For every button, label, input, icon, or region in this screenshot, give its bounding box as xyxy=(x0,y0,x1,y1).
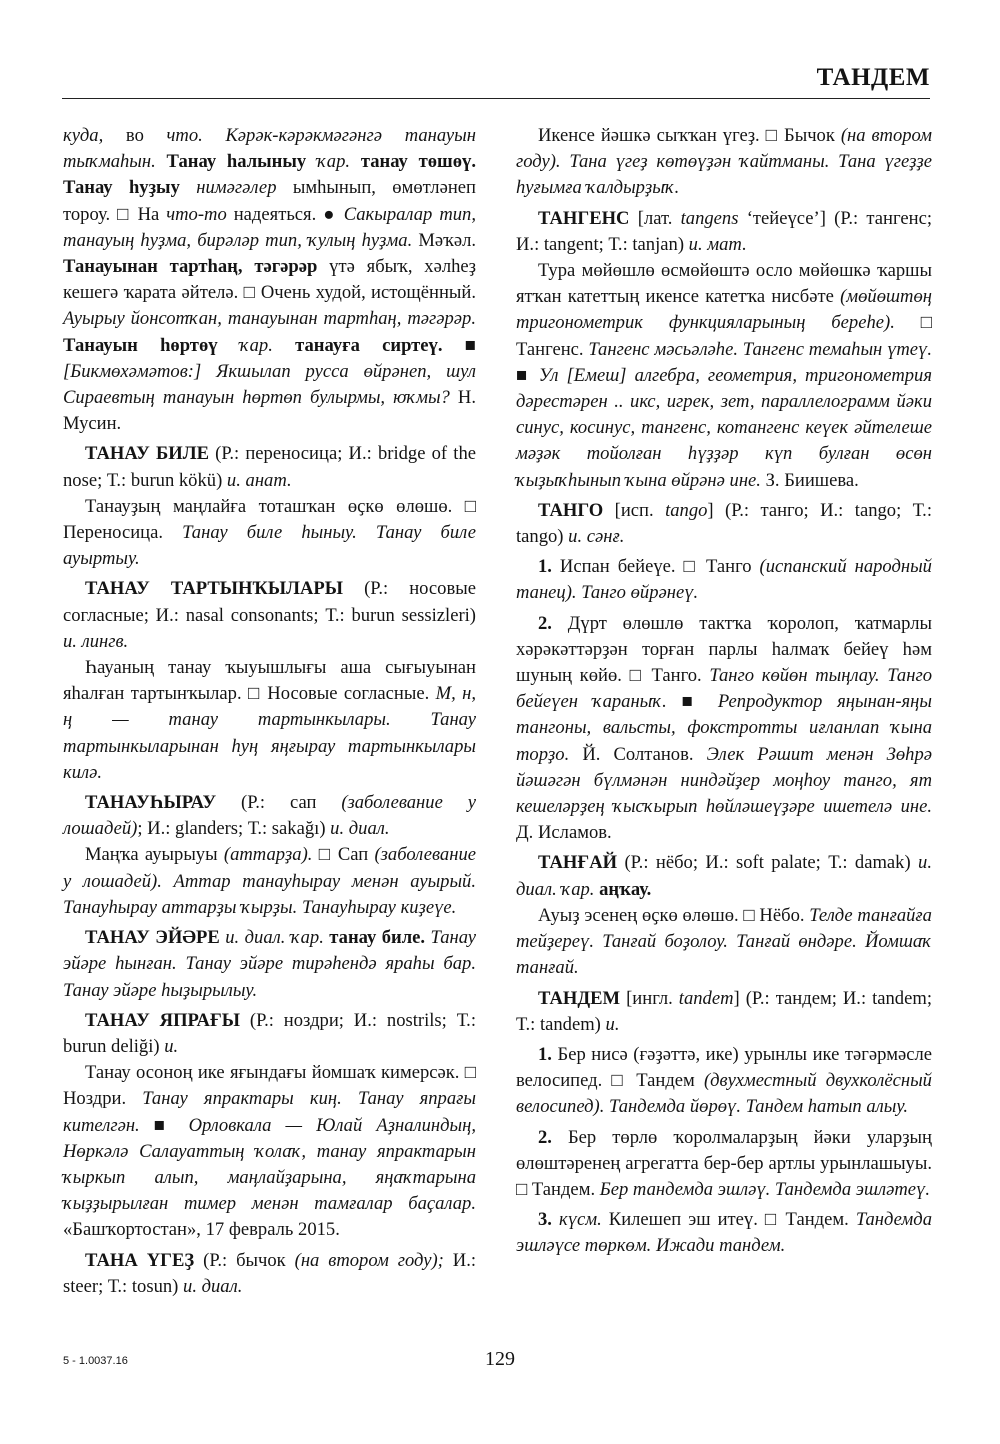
entry-headword-tanau-tartynkylary: ТАНАУ ТАРТЫНҠЫЛАРЫ (Р.: носовые согласные; И.: nasal consonants; Т.: burun sessizleri) и. лингв. xyxy=(63,578,476,652)
print-code: 5 - 1.0037.16 xyxy=(63,1355,128,1367)
entry-definition: Ауыҙ эсенең өҫкө өлөшө. □ Нёбо. Телде танғайға тейҙереү. Танғай боҙолоу. Танғай өндәре. Йомшаҡ танғай. xyxy=(516,904,932,979)
right-column xyxy=(516,123,932,1260)
entry-paragraph: куда, во что. Кәрәк-кәрәкмәгәнгә танауын тыҡмаһын. Танау һалыныу ҡар. танау төшөү. Танау һуҙыу нимәгәлер ымһынып, өмөтләнеп тороу. □ На что-то надеяться. ● Сакыралар тип, танауың һуҙма, бирәләр тип, ҡулың һуҙма. Мәҡәл. Танауынан тартһаң, тәгәрәр үтә ябыҡ, хәлһеҙ кешегә ҡарата әйтелә. □ Очень худой, истощённый. Ауырыу йонсотҡан, танауынан тартһаң, тәгәрәр. Танауын һөртөү ҡар. танауға сиртеү. ■ [Бикмөхәмәтов:] Якшылап руссa өйрәнеп, шул Сираевтың танауын һөртөп булырмы, юҡмы? Н. Мусин. xyxy=(63,125,476,435)
page-number: 129 xyxy=(485,1348,515,1370)
running-head: ТАНДЕМ xyxy=(816,64,930,91)
entry-headword-tangay: ТАНҒАЙ (Р.: нёбо; И.: soft palate; Т.: damak) и. диал. ҡар. аңҡау. xyxy=(516,852,932,900)
entry-sense-2: 2. Бер төрлө ҡоролмаларҙың йәки уларҙың өлөштәренең агрегатта бер-бер артлы урынлашыуы. □ Тандем. Бер тандемда эшләү. Тандемда эшләтеү. xyxy=(516,1126,932,1200)
entry-definition: Танауҙың маңлайға тоташҡан өҫкө өлөшө. □ Переносица. Танау биле һыныу. Танау биле ауыртыу. xyxy=(63,495,476,570)
left-column xyxy=(63,123,476,1300)
entry-definition: Икенсе йәшкә сыҡҡан үгеҙ. □ Бычок (на втором году). Тана үгеҙ көтөүҙән ҡайтманы. Тана үгеҙҙе һуғымға ҡалдырҙыҡ. xyxy=(516,125,932,199)
entry-sense-2: 2. Дүрт өлөшлө тактҡа ҡоролоп, ҡатмарлы хәрәкәттәрҙән торған парлы һалмаҡ бейеү һәм шуның көйө. □ Танго. Танго көйөн тыңлау. Танго бейеүен ҡараныҡ. ■ Репродуктор яңынан-яңы тангоны, вальсты, фокстротты иғланлап ҡына торҙо. Й. Солтанов. Элек Рәшит менән Зөһрә йәшәгән бүлмәнән ниндәйҙер моңһоу танго, ят кешеләрҙең ҡысҡырып һөйләшеүҙәре ишетелә ине. Д. Исламов. xyxy=(516,612,932,844)
entry-headword-tana-ugez: ТАНА ҮГЕҘ (Р.: бычок (на втором году); И.: steer; Т.: tosun) и. диал. xyxy=(63,1249,477,1297)
entry-headword-tangens: ТАНГЕНС [лат. tangens ‘тейеүсе’] (Р.: тангенс; И.: tangent; Т.: tanjan) и. мат. xyxy=(516,207,932,255)
entry-headword-tanauhyrau: ТАНАУҺЫРАУ (Р.: сап (заболевание у лошадей); И.: glanders; Т.: sakağı) и. диал. xyxy=(63,792,476,840)
entry-sense-1: 1. Испан бейеүе. □ Танго (испанский народный танец). Танго өйрәнеү. xyxy=(516,556,932,604)
entry-headword-tanau-eyare: ТАНАУ ЭЙӘРЕ и. диал. ҡар. танау биле. Танау эйәре һынған. Танау эйәре тирәһендә яраһы бар. Танау эйәре һыҙырылыу. xyxy=(63,927,477,1001)
entry-headword-tango: ТАНГО [исп. tango] (Р.: танго; И.: tango; Т.: tango) и. сәнғ. xyxy=(516,499,932,548)
entry-definition: Танау осоноң ике яғындағы йомшаҡ кимерсәк. □ Ноздри. Танау япрактары киң. Танау япрағы кителгән. ■ Орловкала — Юлай Аҙналиндың, Нөркәлә Салауаттың ҡолаҡ, танау япрактарын ҡыркып алып, маңлайҙарына, яңаҡтарына ҡыҙҙырылған тимер менән тамғалар баҫалар. «Башҡортостан», 17 февраль 2015. xyxy=(63,1062,476,1241)
entry-sense-1: 1. Бер нисә (ғәҙәттә, ике) урынлы ике тәгәрмәсле велосипед. □ Тандем (двухместный двухколёсный велосипед). Тандемда йөрөү. Тандем һатып алыу. xyxy=(516,1043,932,1118)
entry-definition: Маңҡа ауырыуы (аттарҙа). □ Сап (заболевание у лошадей). Аттар танауһырау менән ауырый. Танауһырау аттарҙы ҡырҙы. Танауһырау киҙеүе. xyxy=(63,844,476,918)
entry-sense-3: 3. күсм. Килешеп эш итеү. □ Тандем. Тандемда эшләүсе төркөм. Ижади тандем. xyxy=(516,1209,932,1257)
entry-definition: Һауаның танау ҡыуышлығы аша сығыуынан яһалған тартынҡылар. □ Носовые согласные. М, н, ң — танау тартынкылары. Танау тартынкыларынан һуң яңғырау тартынкылары килә. xyxy=(63,657,476,783)
entry-headword-tanau-yapragy: ТАНАУ ЯПРАҒЫ (Р.: ноздри; И.: nostrils; Т.: burun deliği) и. xyxy=(63,1009,476,1057)
entry-headword-tandem: ТАНДЕМ [ингл. tandem] (Р.: тандем; И.: tandem; Т.: tandem) и. xyxy=(516,987,932,1035)
entry-headword-tanau-bile: ТАНАУ БИЛЕ (Р.: переносица; И.: bridge of the nose; Т.: burun kökü) и. анат. xyxy=(63,443,476,491)
entry-definition: Тура мөйөшлө өсмөйөштә осло мөйөшкә ҡаршы ятҡан катеттың икенсе катетҡа нисбәте (мөйөштөң тригонометрик функцияларының береһе). □ Тангенс. Тангенс мәсьәләһе. Тангенс темаһын үтеү. ■ Ул [Емеш] алгебра, геометрия, тригонометрия дәрестәрен .. икс, игрек, зет, параллелограмм йәки синус, косинус, тангенс, котангенс кеүек әйтелеше мәҙәк тойолған һүҙҙәр күп булған өсөн ҡыҙыҡһынып ҡына өйрәнә ине. З. Биишева. xyxy=(516,260,932,491)
header-rule xyxy=(62,98,930,99)
